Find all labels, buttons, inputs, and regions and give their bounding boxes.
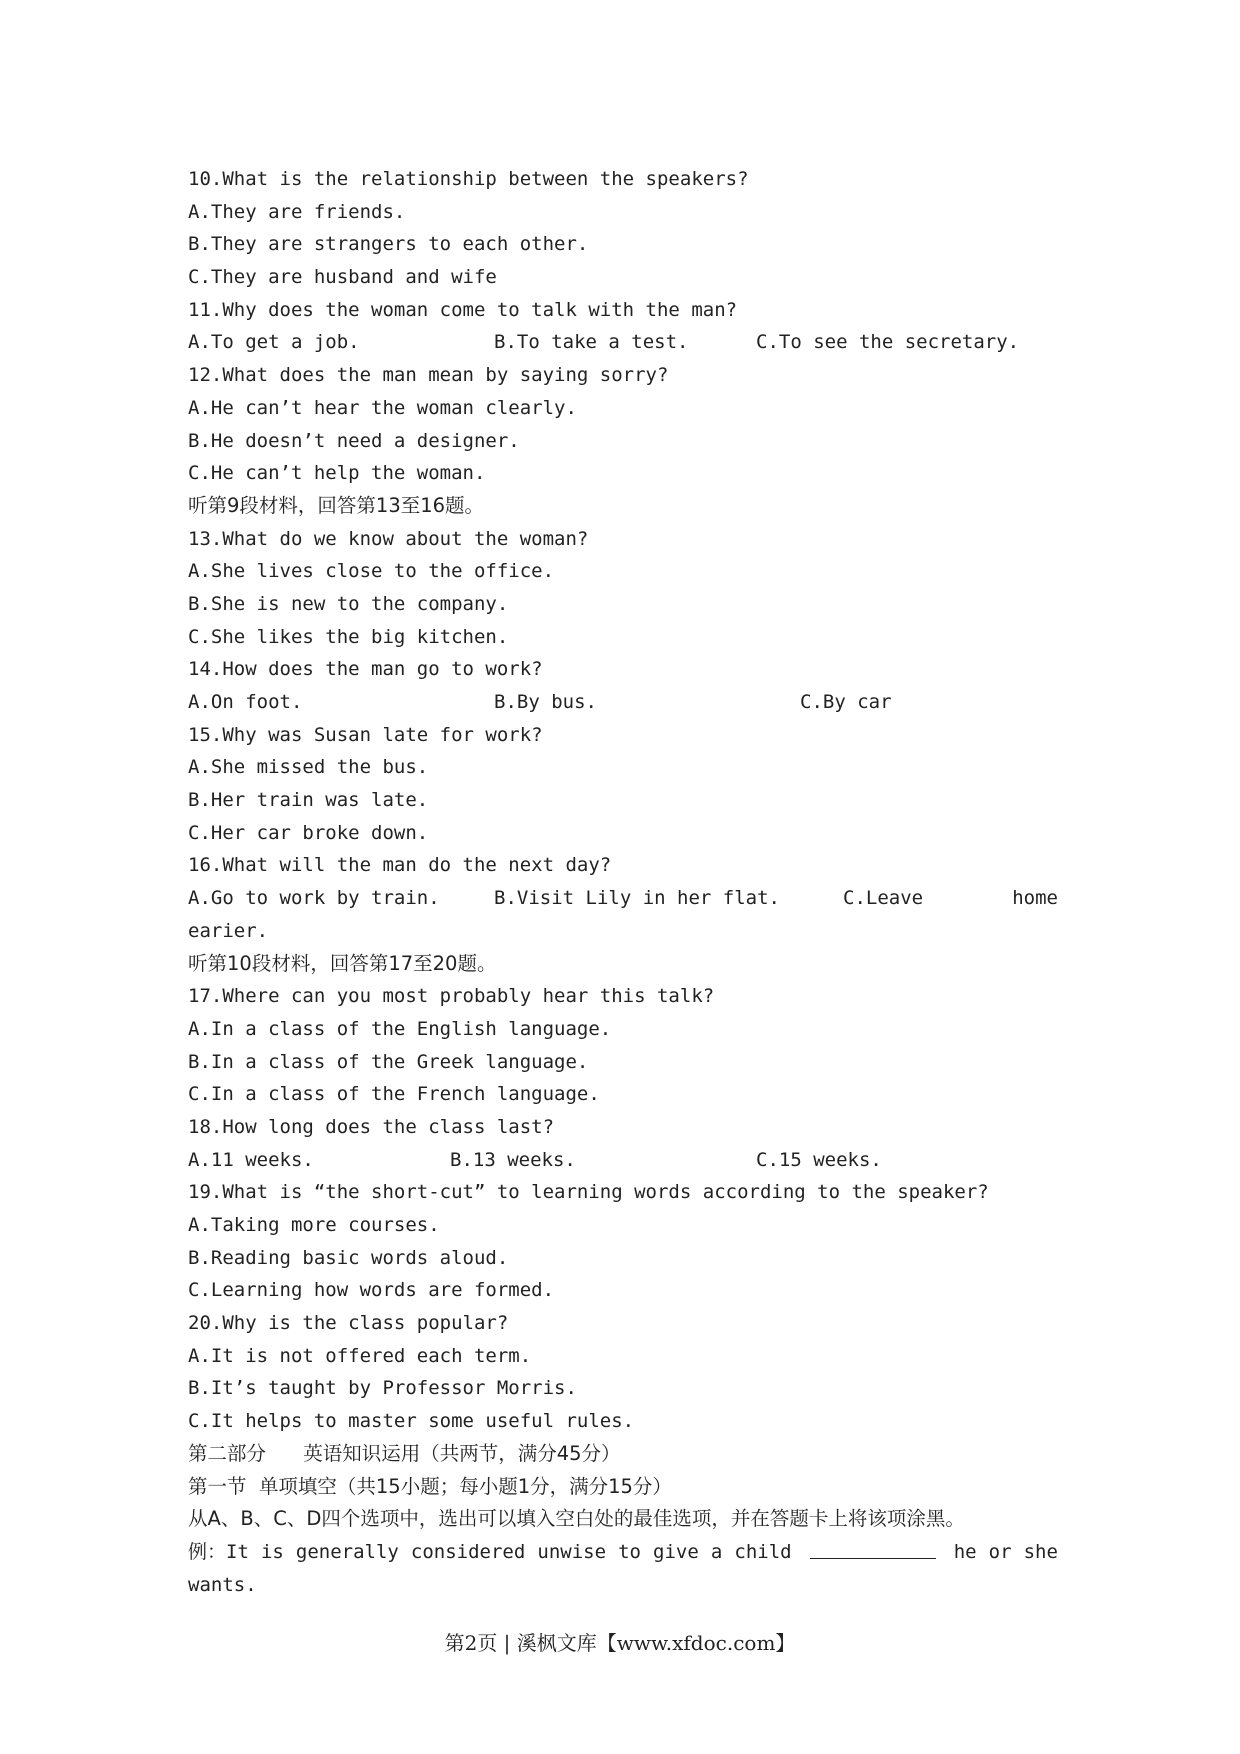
section-10-heading: 听第10段材料，回答第17至20题。 xyxy=(188,951,497,975)
question-10-stem: 10.What is the relationship between the speakers? xyxy=(188,168,749,190)
example-word: give xyxy=(653,1540,699,1563)
question-14-stem: 14.How does the man go to work? xyxy=(188,658,543,681)
question-18-stem: 18.How long does the class last? xyxy=(188,1115,555,1138)
question-17-option-a: A.In a class of the English language. xyxy=(188,1017,612,1040)
question-16-option-b: B.Visit Lily in her flat. xyxy=(494,887,780,910)
question-12-option-c: C.He can’t help the woman. xyxy=(188,462,486,485)
example-sentence-end: wants. xyxy=(188,1573,257,1596)
example-word: she xyxy=(1023,1540,1058,1563)
question-13-option-c: C.She likes the big kitchen. xyxy=(188,625,509,648)
question-12-option-b: B.He doesn’t need a designer. xyxy=(188,429,520,452)
question-16-stem: 16.What will the man do the next day? xyxy=(188,854,612,877)
question-16-option-a: A.Go to work by train. xyxy=(188,887,440,910)
question-16-option-c-cont: home xyxy=(1012,887,1058,910)
example-word: 例：It xyxy=(188,1540,249,1563)
question-19-option-a: A.Taking more courses. xyxy=(188,1214,440,1236)
question-11-option-c: C.To see the secretary. xyxy=(756,331,1020,354)
section-9-heading: 听第9段材料，回答第13至16题。 xyxy=(188,493,485,517)
instruction-text: 从A、B、C、D四个选项中，选出可以填入空白处的最佳选项，并在答题卡上将该项涂黑。 xyxy=(188,1507,965,1531)
question-16-option-c-wrap: earier. xyxy=(188,919,269,942)
question-17-stem: 17.Where can you most probably hear this talk? xyxy=(188,985,715,1008)
question-13-stem: 13.What do we know about the woman? xyxy=(188,527,589,550)
question-13-option-b: B.She is new to the company. xyxy=(188,592,509,615)
question-18-options xyxy=(188,1144,1058,1177)
question-11-option-a: A.To get a job. xyxy=(188,331,360,354)
question-19-stem: 19.What is “the short-cut” to learning words according to the speaker? xyxy=(188,1181,989,1204)
question-20-option-c: C.It helps to master some useful rules. xyxy=(188,1410,635,1433)
example-word: unwise xyxy=(537,1540,607,1563)
question-14-option-b: B.By bus. xyxy=(494,691,597,713)
question-18-option-b: B.13 weeks. xyxy=(450,1148,576,1171)
question-18-option-a: A.11 weeks. xyxy=(188,1148,314,1171)
example-word: considered xyxy=(410,1540,526,1563)
question-19-option-c: C.Learning how words are formed. xyxy=(188,1279,555,1302)
question-19-option-b: B.Reading basic words aloud. xyxy=(188,1246,509,1269)
page-footer: 第2页 | 溪枫文库【www.xfdoc.com】 xyxy=(444,1631,796,1655)
question-17-option-c: C.In a class of the French language. xyxy=(188,1083,600,1106)
exam-content xyxy=(188,163,1058,1601)
example-word: or xyxy=(988,1540,1012,1563)
example-word: he xyxy=(953,1540,977,1563)
question-20-stem: 20.Why is the class popular? xyxy=(188,1312,509,1335)
question-18-option-c: C.15 weeks. xyxy=(756,1148,882,1171)
question-15-option-c: C.Her car broke down. xyxy=(188,821,429,844)
question-11-options xyxy=(188,326,1058,359)
answer-blank xyxy=(810,1536,936,1559)
example-sentence xyxy=(188,1536,1058,1569)
question-11-option-b: B.To take a test. xyxy=(494,331,689,354)
question-17-option-b: B.In a class of the Greek language. xyxy=(188,1050,589,1073)
question-15-option-a: A.She missed the bus. xyxy=(188,756,429,779)
example-word: generally xyxy=(295,1540,399,1563)
question-20-option-b: B.It’s taught by Professor Morris. xyxy=(188,1377,577,1400)
question-10-option-b: B.They are strangers to each other. xyxy=(188,233,589,256)
question-14-option-a: A.On foot. xyxy=(188,691,303,713)
question-16-options xyxy=(188,882,1058,915)
question-13-option-a: A.She lives close to the office. xyxy=(188,560,555,583)
question-14-options xyxy=(188,686,1058,719)
question-12-option-a: A.He can’t hear the woman clearly. xyxy=(188,396,577,419)
question-15-stem: 15.Why was Susan late for work? xyxy=(188,723,543,746)
part-2-heading: 第二部分 英语知识运用（共两节，满分45分） xyxy=(188,1441,621,1465)
example-word: a xyxy=(710,1540,723,1563)
example-word: is xyxy=(260,1540,284,1563)
section-1-heading: 第一节 单项填空（共15小题；每小题1分，满分15分） xyxy=(188,1474,672,1498)
question-12-stem: 12.What does the man mean by saying sorry? xyxy=(188,364,669,387)
question-16-option-c: C.Leave xyxy=(843,887,924,910)
question-10-option-c: C.They are husband and wife xyxy=(188,266,497,289)
question-15-option-b: B.Her train was late. xyxy=(188,789,429,812)
question-14-option-c: C.By car xyxy=(800,691,892,713)
question-10-option-a: A.They are friends. xyxy=(188,200,406,223)
question-11-stem: 11.Why does the woman come to talk with the man? xyxy=(188,298,738,321)
example-word: child xyxy=(734,1540,792,1563)
question-20-option-a: A.It is not offered each term. xyxy=(188,1344,532,1367)
example-word: to xyxy=(618,1540,641,1563)
